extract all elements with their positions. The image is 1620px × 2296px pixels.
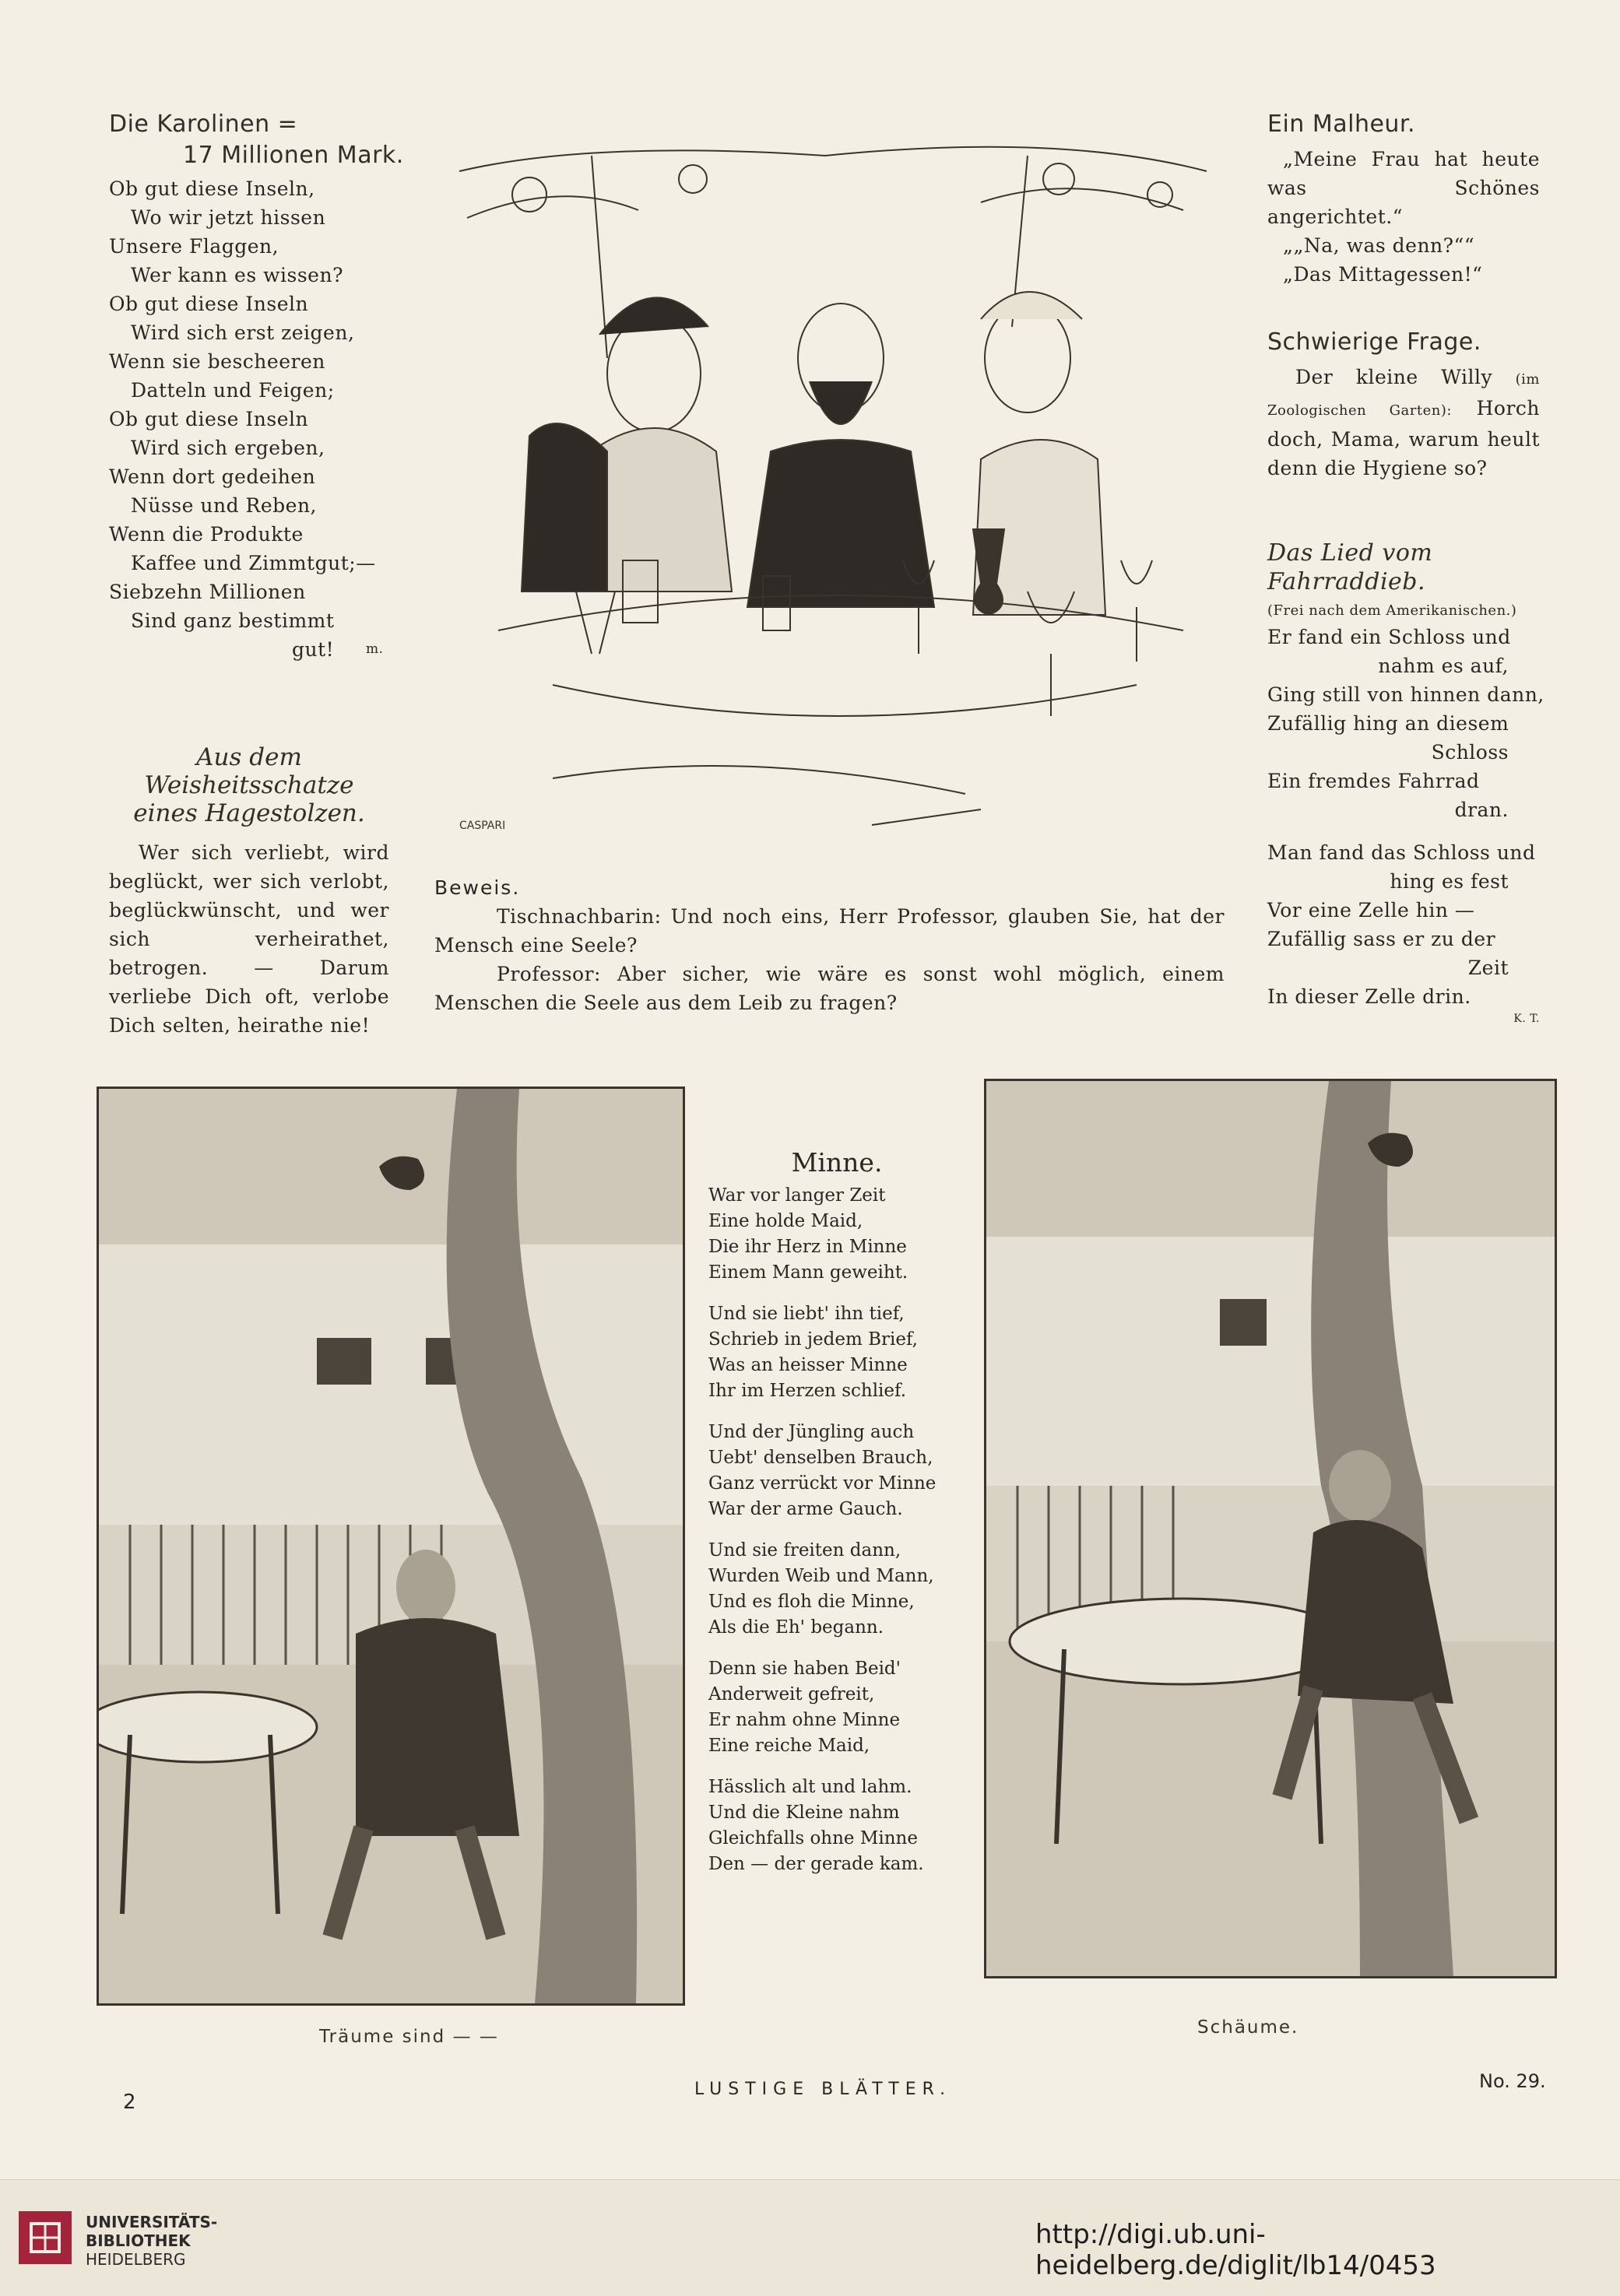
karolinen-line: Wird sich ergeben, [131, 437, 325, 459]
minne-line: Er nahm ohne Minne [708, 1710, 901, 1730]
malheur-title: Ein Malheur. [1267, 111, 1416, 138]
library-footer [0, 2179, 1620, 2296]
minne-line: Ganz verrückt vor Minne [708, 1473, 937, 1494]
frage-body [1267, 363, 1540, 483]
karolinen-line: Wenn die Produkte [109, 523, 304, 546]
page-number: 2 [123, 2091, 136, 2114]
minne-stanza [708, 1656, 965, 1759]
library-name [86, 2213, 217, 2269]
minne-line: Denn sie haben Beid' [708, 1659, 901, 1679]
fahrrad-stanza-2 [1267, 838, 1540, 1011]
fahrrad-line: Zeit [1467, 957, 1509, 979]
malheur-line-1: „Meine Frau hat heute was Schönes angerichtet.“ [1267, 148, 1540, 228]
minne-line: Uebt' denselben Brauch, [708, 1448, 933, 1468]
minne-line: Eine holde Maid, [708, 1211, 863, 1231]
beweis-para-2: Professor: Aber sicher, wie wäre es sonst wohl möglich, einem Menschen die Seele aus dem Leib zu fragen? [434, 963, 1225, 1014]
minne-line: Wurden Weib und Mann, [708, 1566, 934, 1586]
minne-line: Und sie freiten dann, [708, 1540, 901, 1561]
karolinen-line: Ob gut diese Inseln [109, 293, 309, 315]
beweis-section [434, 873, 1225, 1017]
karolinen-line: Sind ganz bestimmt [131, 609, 335, 632]
dreaming-drawing [99, 1089, 683, 2003]
karolinen-line: Ob gut diese Inseln [109, 408, 309, 430]
minne-stanza [708, 1538, 965, 1641]
fahrrad-line: Man fand das Schloss und [1267, 841, 1536, 864]
frage-body-small: (im Zoologischen Garten): [1267, 371, 1540, 419]
frage-title: Schwierige Frage. [1267, 328, 1481, 356]
frage-body-b: Horch doch, Mama, warum heult denn die Hygiene so? [1267, 397, 1541, 479]
minne-line: Hässlich alt und lahm. [708, 1777, 912, 1797]
karolinen-signature: m. [366, 641, 384, 657]
frage-body-a: Der kleine Willy [1295, 366, 1493, 388]
minne-stanza [708, 1301, 965, 1404]
minne-line: Und der Jüngling auch [708, 1422, 915, 1442]
fahrrad-subtitle: (Frei nach dem Amerikanischen.) [1267, 602, 1517, 619]
fahrrad-section [1267, 539, 1544, 1027]
digital-library-url[interactable]: http://digi.ub.uni-heidelberg.de/diglit/lb14/0453 [1035, 2219, 1436, 2281]
minne-line: Und sie liebt' ihn tief, [708, 1304, 905, 1324]
minne-stanzas [708, 1183, 965, 1877]
minne-line: Eine reiche Maid, [708, 1736, 870, 1756]
karolinen-line: Kaffee und Zimmtgut;— [131, 552, 376, 574]
minne-line: War vor langer Zeit [708, 1185, 886, 1206]
dinner-illustration [436, 125, 1230, 856]
fahrrad-signature: K. T. [1513, 1013, 1540, 1025]
minne-line: Den — der gerade kam. [708, 1854, 924, 1874]
minne-line: Als die Eh' begann. [708, 1617, 884, 1638]
library-name-line-3: HEIDELBERG [86, 2250, 186, 2269]
karolinen-line: Wenn sie bescheeren [109, 350, 325, 373]
minne-poem [708, 1146, 965, 1893]
karolinen-line: Siebzehn Millionen [109, 581, 306, 603]
fahrrad-line: hing es fest [1390, 870, 1509, 893]
karolinen-line: Wo wir jetzt hissen [131, 206, 326, 229]
karolinen-last-word: gut! [292, 638, 335, 661]
minne-title: Minne. [791, 1147, 883, 1178]
issue-number: No. 29. [1479, 2070, 1546, 2092]
fahrrad-line: Zufällig hing an diesem [1267, 712, 1509, 735]
minne-stanza [708, 1775, 965, 1877]
minne-stanza [708, 1183, 965, 1286]
caption-left: Träume sind — — [319, 2027, 499, 2047]
fahrrad-line: Er fand ein Schloss und [1267, 626, 1511, 648]
weisheit-body: Wer sich verliebt, wird beglückt, wer sich verlobt, beglückwünscht, und wer sich verheirathet, betrogen. — Darum verliebe Dich oft, verlobe Dich selten, heirathe nie! [109, 841, 389, 1037]
fahrrad-stanza-1 [1267, 623, 1544, 824]
malheur-line-2: „„Na, was denn?““ [1283, 234, 1475, 257]
karolinen-lines [109, 174, 413, 635]
magazine-name: LUSTIGE BLÄTTER. [694, 2080, 952, 2099]
karolinen-title-2: 17 Millionen Mark. [183, 142, 404, 169]
minne-line: Einem Mann geweiht. [708, 1262, 908, 1283]
karolinen-line: Unsere Flaggen, [109, 235, 279, 258]
karolinen-title-1: Die Karolinen = [109, 111, 298, 138]
minne-line: Ihr im Herzen schlief. [708, 1381, 907, 1401]
fahrrad-title: Das Lied vom Fahrraddieb. [1267, 539, 1433, 595]
minne-line: Was an heisser Minne [708, 1355, 908, 1375]
malheur-line-3: „Das Mittagessen!“ [1283, 263, 1483, 286]
karolinen-line: Wenn dort gedeihen [109, 465, 316, 488]
weisheit-title-2: eines Hagestolzen. [133, 799, 365, 827]
fahrrad-line: Ein fremdes Fahrrad [1267, 770, 1480, 792]
weisheit-title-1: Aus dem Weisheitsschatze [144, 743, 354, 799]
minne-line: Gleichfalls ohne Minne [708, 1828, 918, 1848]
beweis-title: Beweis. [434, 876, 521, 899]
fahrrad-line: nahm es auf, [1378, 655, 1509, 677]
karolinen-line: Wird sich erst zeigen, [131, 321, 355, 344]
fahrrad-line: Zufällig sass er zu der [1267, 928, 1496, 950]
awake-illustration [984, 1079, 1557, 1978]
minne-line: Die ihr Herz in Minne [708, 1237, 907, 1257]
minne-stanza [708, 1420, 965, 1522]
minne-line: War der arme Gauch. [708, 1499, 903, 1519]
library-name-line-2: BIBLIOTHEK [86, 2231, 191, 2250]
library-name-line-1: UNIVERSITÄTS- [86, 2213, 218, 2231]
fahrrad-line: Schloss [1431, 741, 1509, 764]
minne-line: Und es floh die Minne, [708, 1592, 915, 1612]
malheur-section [1267, 109, 1540, 289]
karolinen-line: Ob gut diese Inseln, [109, 177, 315, 200]
beweis-para-1: Tischnachbarin: Und noch eins, Herr Professor, glauben Sie, hat der Mensch eine Seele? [434, 905, 1225, 957]
awake-drawing [986, 1081, 1555, 1976]
weisheit-section [109, 743, 389, 1040]
minne-line: Schrieb in jedem Brief, [708, 1329, 918, 1350]
frage-section [1267, 327, 1540, 483]
dreaming-illustration [97, 1087, 685, 2006]
karolinen-line: Wer kann es wissen? [131, 264, 343, 286]
caspari-signature: CASPARI [459, 820, 506, 832]
karolinen-line: Datteln und Feigen; [131, 379, 335, 402]
karolinen-line: Nüsse und Reben, [131, 494, 317, 517]
fahrrad-line: Vor eine Zelle hin — [1267, 899, 1475, 922]
fahrrad-line: In dieser Zelle drin. [1267, 985, 1471, 1008]
dinner-drawing [436, 125, 1230, 856]
minne-line: Anderweit gefreit, [708, 1684, 875, 1704]
library-logo-icon [16, 2208, 75, 2267]
fahrrad-line: dran. [1454, 799, 1509, 821]
karolinen-poem [109, 109, 413, 664]
caption-right: Schäume. [1197, 2017, 1299, 2038]
fahrrad-line: Ging still von hinnen dann, [1267, 683, 1544, 706]
karolinen-last-line [109, 635, 413, 664]
minne-line: Und die Kleine nahm [708, 1803, 900, 1823]
